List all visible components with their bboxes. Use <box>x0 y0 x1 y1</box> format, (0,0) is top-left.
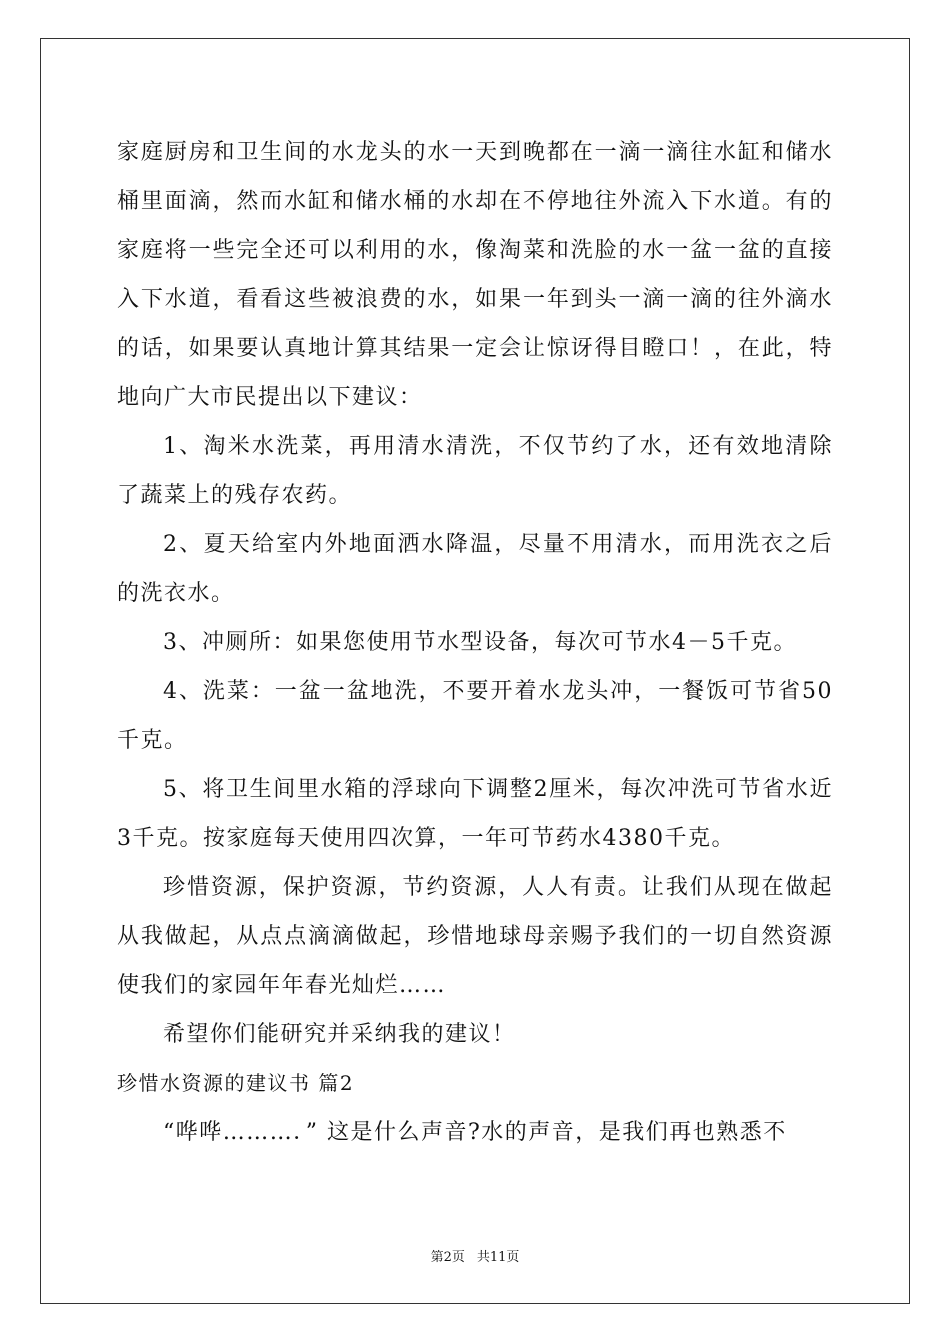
section-heading: 珍惜水资源的建议书 篇2 <box>117 1071 355 1095</box>
suggestion-2: 2、夏天给室内外地面洒水降温，尽量不用清水，而用洗衣之后的洗衣水。 <box>117 532 833 606</box>
page-footer <box>0 1246 950 1265</box>
paragraph-intro: 家庭厨房和卫生间的水龙头的水一天到晚都在一滴一滴往水缸和储水桶里面滴，然而水缸和储水桶的水却在不停地往外流入下水道。有的家庭将一些完全还可以利用的水，像淘菜和洗脸的水一盆一盆的直接入下水道，看看这些被浪费的水，如果一年到头一滴一滴的往外滴水的话，如果要认真地计算其结果一定会让惊讶得目瞪口！，在此，特地向广大市民提出以下建议： <box>117 140 833 410</box>
page-number: 第2页 <box>430 1250 465 1265</box>
document-body <box>117 128 833 1157</box>
paragraph-appeal: 珍惜资源，保护资源，节约资源，人人有责。让我们从现在做起从我做起，从点点滴滴做起，珍惜地球母亲赐予我们的一切自然资源使我们的家园年年春光灿烂…… <box>117 875 833 998</box>
suggestion-3: 3、冲厕所：如果您使用节水型设备，每次可节水4－5千克。 <box>163 630 797 655</box>
suggestion-5: 5、将卫生间里水箱的浮球向下调整2厘米，每次冲洗可节省水近3千克。按家庭每天使用四次算，一年可节药水4380千克。 <box>117 777 833 851</box>
suggestion-1: 1、淘米水洗菜，再用清水清洗，不仅节约了水，还有效地清除了蔬菜上的残存农药。 <box>117 434 833 508</box>
suggestion-4: 4、洗菜：一盆一盆地洗，不要开着水龙头冲，一餐饭可节省50千克。 <box>117 679 833 753</box>
paragraph-closing: 希望你们能研究并采纳我的建议！ <box>163 1022 516 1047</box>
page-total: 共11页 <box>476 1250 520 1265</box>
paragraph-next-section: “哗哗………．” 这是什么声音?水的声音，是我们再也熟悉不 <box>163 1120 787 1145</box>
